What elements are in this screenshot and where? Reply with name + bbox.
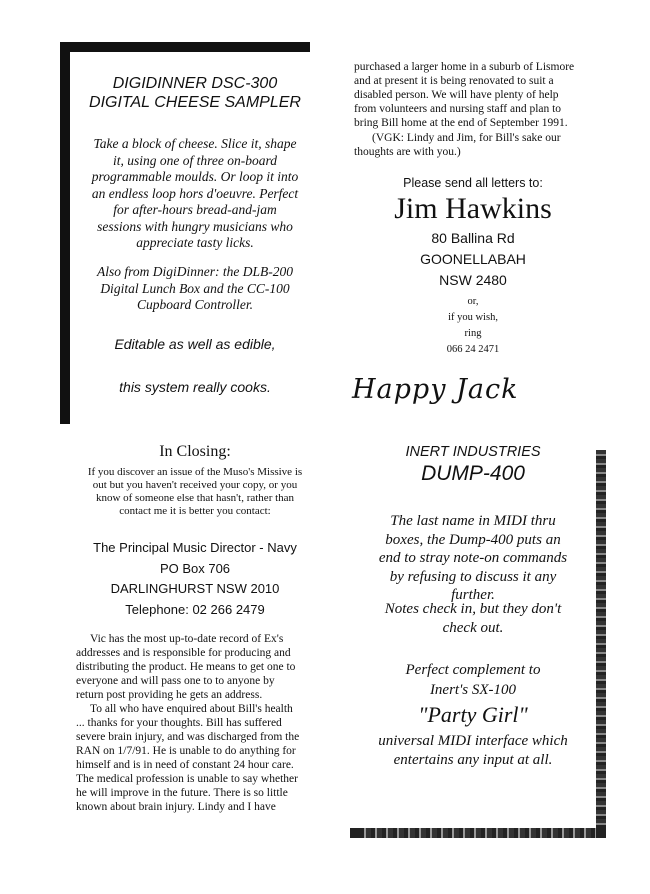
ad-also-line: Also from DigiDinner: the DLB-200 bbox=[97, 264, 293, 279]
ad-body-line: for after-hours bread-and-jam bbox=[113, 202, 277, 217]
ad-complement-line: Perfect complement to bbox=[405, 662, 541, 678]
intro-line: contact me it is better you contact: bbox=[119, 505, 271, 517]
ad-tagline: Editable as well as edible, bbox=[114, 336, 276, 352]
ad-body-line: appreciate tasty licks. bbox=[136, 235, 254, 250]
contact-phone: 066 24 2471 bbox=[446, 344, 500, 355]
intro-line: know of someone else that hasn't, rather than bbox=[95, 492, 295, 504]
contact-address bbox=[350, 228, 596, 291]
ad-tagline: this system really cooks. bbox=[119, 379, 271, 395]
para-line: addresses and is responsible for producing and bbox=[76, 647, 291, 659]
ad-body-line: The last name in MIDI thru bbox=[390, 513, 556, 529]
para-line: purchased a larger home in a suburb of Lismore bbox=[354, 61, 575, 73]
dump-400-ad bbox=[350, 444, 606, 838]
contact-or: or, bbox=[467, 296, 479, 307]
para-line: himself and is in need of constant 24 hour care. bbox=[76, 759, 294, 771]
ad-body-line: Take a block of cheese. Slice it, shape bbox=[93, 136, 297, 151]
intro-line: out but you haven't received your copy, or you bbox=[92, 479, 298, 491]
ad-also-line: Digital Lunch Box and the CC-100 bbox=[100, 280, 290, 296]
address-line: PO Box 706 bbox=[159, 560, 231, 576]
ad-universal-line: entertains any input at all. bbox=[393, 751, 553, 768]
para-line: Vic has the most up-to-date record of Ex's bbox=[90, 633, 284, 645]
para-line: severe brain injury, and was discharged from the bbox=[76, 731, 300, 743]
paragraph-home bbox=[354, 60, 590, 130]
ad-also-line: Cupboard Controller. bbox=[136, 297, 253, 312]
paragraph-vgk bbox=[354, 131, 590, 159]
ad-party-girl: "Party Girl" bbox=[418, 702, 528, 727]
para-line: he will improve in the future. There is so little bbox=[76, 787, 288, 799]
ad-brand: INERT INDUSTRIES bbox=[405, 444, 541, 460]
ad-body bbox=[350, 512, 596, 605]
ad-title-line: DIGIDINNER DSC-300 bbox=[112, 75, 278, 92]
ad-complement-line: Inert's SX-100 bbox=[429, 682, 517, 698]
address-line: DARLINGHURST NSW 2010 bbox=[110, 581, 280, 596]
para-line: disabled person. We will have plenty of help bbox=[354, 89, 559, 101]
para-line: thoughts are with you.) bbox=[354, 146, 461, 158]
ad-body-line: an endless loop hors d'oeuvre. Perfect bbox=[91, 185, 299, 201]
para-line: and at present it is being renovated to suit a bbox=[354, 75, 554, 87]
ad-title-line: DIGITAL CHEESE SAMPLER bbox=[89, 94, 301, 111]
ad-body-line: end to stray note-on commands bbox=[378, 550, 568, 566]
closing-intro bbox=[72, 466, 318, 518]
para-line: everyone and will pass one to to anyone by bbox=[76, 675, 275, 687]
para-line: ... thanks for your thoughts. Bill has suffered bbox=[76, 717, 282, 729]
contact-phone-block bbox=[350, 294, 596, 358]
address-line: GOONELLABAH bbox=[420, 251, 526, 267]
para-line: The medical profession is unable to say whether bbox=[76, 773, 298, 785]
ad-body bbox=[70, 136, 320, 252]
ad-body-line: by refusing to discuss it any bbox=[389, 568, 557, 585]
address-line: 80 Ballina Rd bbox=[431, 230, 515, 246]
ad-body-line: programmable moulds. Or loop it into bbox=[91, 169, 299, 184]
ad-body-line: boxes, the Dump-400 puts an bbox=[385, 531, 561, 548]
ad-notes-line: check out. bbox=[442, 619, 504, 636]
contact-lead: Please send all letters to: bbox=[403, 176, 543, 190]
para-line: RAN on 1/7/91. He is unable to do anything for bbox=[76, 745, 296, 757]
ad-complement bbox=[350, 660, 596, 700]
address-line: NSW 2480 bbox=[439, 272, 507, 288]
para-line: To all who have enquired about Bill's health bbox=[90, 703, 293, 715]
ad-title bbox=[70, 74, 320, 112]
ad-body-line: it, using one of three on-board bbox=[113, 152, 277, 168]
section-heading: In Closing: bbox=[159, 443, 231, 460]
ad-universal-line: universal MIDI interface which bbox=[378, 733, 568, 749]
paragraph-bill bbox=[76, 702, 310, 814]
para-line: distributing the product. He means to get one to bbox=[76, 661, 296, 673]
contact-wish: if you wish, bbox=[448, 312, 498, 323]
ad-notes-line: Notes check in, but they don't bbox=[384, 601, 562, 617]
ad-body-line: sessions with hungry musicians who bbox=[97, 218, 293, 234]
cheese-sampler-ad bbox=[60, 42, 310, 424]
ad-model: DUMP-400 bbox=[421, 462, 525, 485]
para-line: (VGK: Lindy and Jim, for Bill's sake our bbox=[372, 132, 561, 144]
paragraph-vic bbox=[76, 632, 310, 702]
para-line: return post providing he gets an address. bbox=[76, 689, 263, 701]
address-line: The Principal Music Director - Navy bbox=[93, 540, 297, 555]
para-line: bring Bill home at the end of September 1991. bbox=[354, 117, 568, 129]
ad-notes bbox=[350, 600, 596, 637]
para-line: known about brain injury. Lindy and I have bbox=[76, 801, 276, 813]
signature: Happy Jack bbox=[352, 374, 519, 405]
contact-name: Jim Hawkins bbox=[394, 192, 552, 225]
ad-universal bbox=[350, 732, 596, 769]
contact-ring: ring bbox=[464, 328, 482, 339]
para-line: from volunteers and nursing staff and plan to bbox=[354, 103, 562, 115]
address-line: Telephone: 02 266 2479 bbox=[125, 601, 265, 617]
ad-body-line: further. bbox=[451, 587, 495, 603]
navy-address bbox=[75, 538, 315, 620]
ad-also bbox=[70, 264, 320, 314]
intro-line: If you discover an issue of the Muso's Missive is bbox=[87, 466, 303, 478]
